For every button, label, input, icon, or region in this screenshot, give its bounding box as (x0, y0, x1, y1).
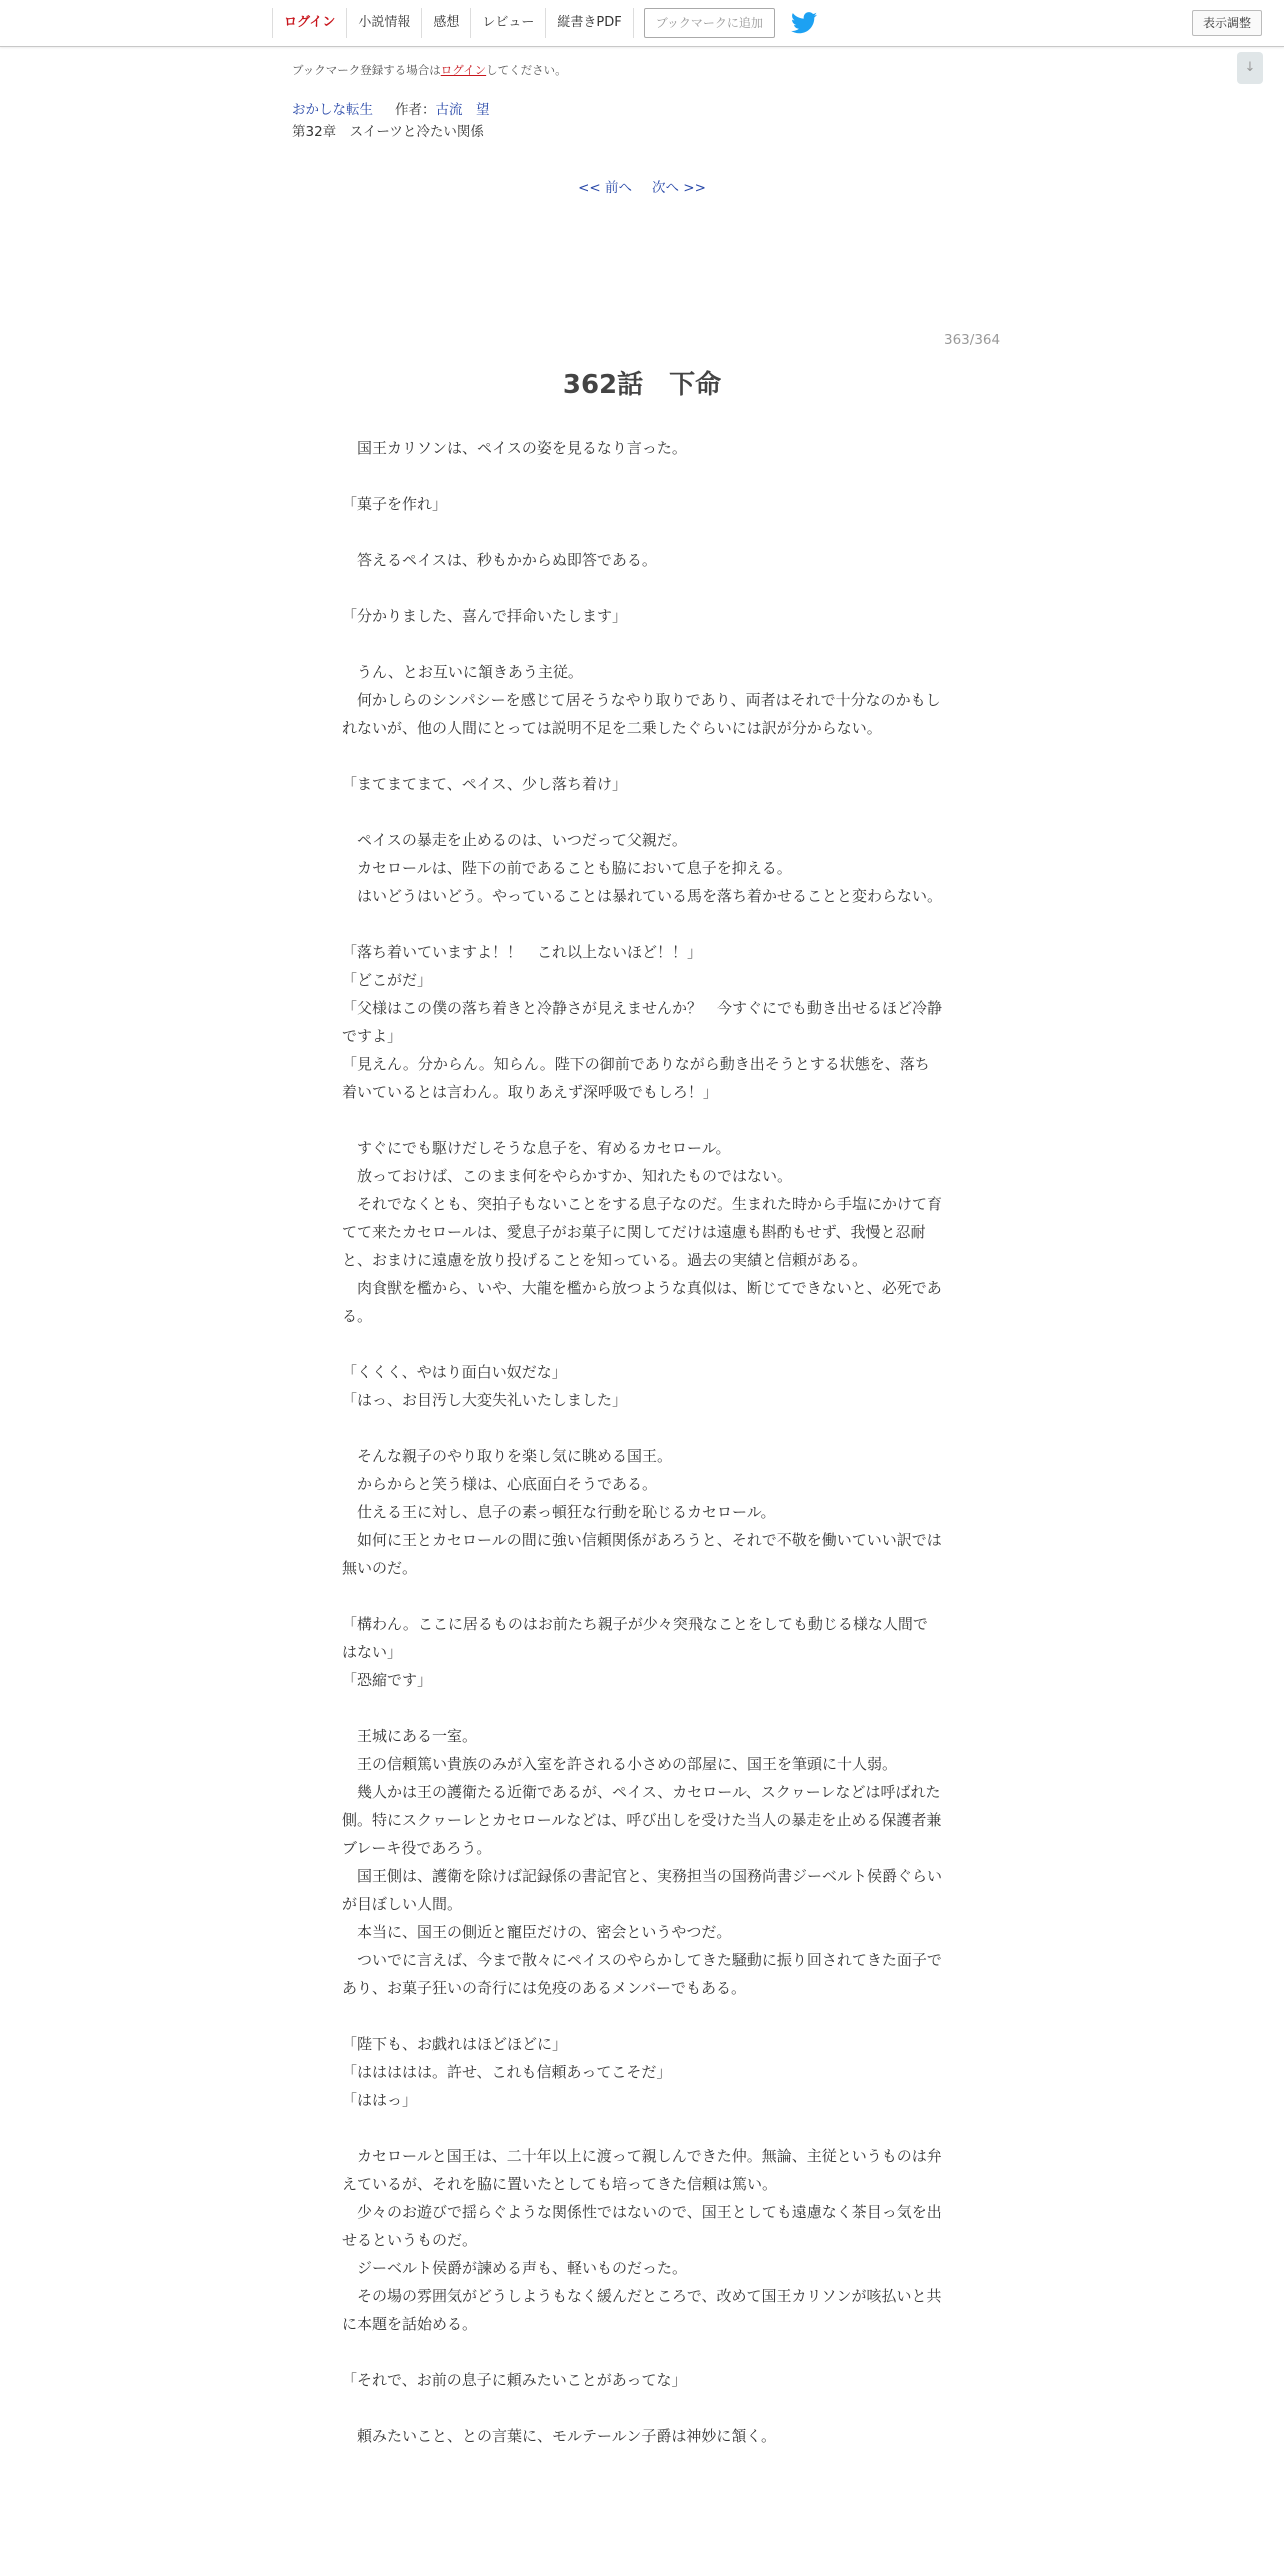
display-settings-button[interactable]: 表示調整 (1192, 10, 1262, 36)
body-paragraph: 「恐縮です」 (342, 1671, 433, 1689)
login-link[interactable]: ログイン (272, 8, 346, 38)
episode-pager (0, 176, 1284, 196)
body-paragraph: 「分かりました、喜んで拝命いたします」 (342, 607, 628, 625)
top-navigation-bar (0, 0, 1284, 47)
body-paragraph: 国王側は、護衛を除けば記録係の書記官と、実務担当の国務尚書ジーベルト侯爵ぐらいが目ぼしい人間。 (342, 1867, 943, 1913)
blank-line (342, 1414, 942, 1442)
body-paragraph: 国王カリソンは、ペイスの姿を見るなり言った。 (342, 439, 687, 457)
body-paragraph: 答えるペイスは、秒もかからぬ即答である。 (342, 551, 657, 569)
body-paragraph: 「それで、お前の息子に頼みたいことがあってな」 (342, 2371, 687, 2389)
novel-body-text (342, 434, 942, 2450)
body-paragraph: 「陛下も、お戯れはほどほどに」 (342, 2035, 568, 2053)
twitter-bird-icon[interactable] (791, 11, 817, 35)
blank-line (342, 798, 942, 826)
episode-title: 362話 下命 (562, 370, 722, 400)
novel-header (292, 98, 490, 118)
body-paragraph: 少々のお遊びで揺らぐような関係性ではないので、国王としても遠慮なく茶目っ気を出せるというものだ。 (342, 2203, 942, 2249)
arrow-down-icon: ↓ (1244, 60, 1256, 75)
author-label: 作者： (395, 102, 436, 118)
body-paragraph: 放っておけば、このまま何をやらかすか、知れたものではない。 (342, 1167, 793, 1185)
body-paragraph: 本当に、国王の側近と寵臣だけの、密会というやつだ。 (342, 1923, 732, 1941)
body-paragraph: すぐにでも駆けだしそうな息子を、宥めるカセロール。 (342, 1139, 731, 1157)
body-paragraph: 頼みたいこと、との言葉に、モルテールン子爵は神妙に頷く。 (342, 2427, 777, 2445)
body-paragraph: はいどうはいどう。やっていることは暴れている馬を落ち着かせることと変わらない。 (342, 887, 943, 905)
next-episode-link[interactable]: 次へ >> (652, 180, 706, 196)
body-paragraph: そんな親子のやり取りを楽し気に眺める国王。 (342, 1447, 673, 1465)
body-paragraph: 「くくく、やはり面白い奴だな」 (342, 1363, 567, 1381)
blank-line (342, 1106, 942, 1134)
body-paragraph: 「菓子を作れ」 (342, 495, 448, 513)
body-paragraph: 幾人かは王の護衛たる近衛であるが、ペイス、カセロール、スクヮーレなどは呼ばれた側。特にスクヮーレとカセロールなどは、呼び出しを受けた当人の暴走を止める保護者兼ブレーキ役であろう。 (342, 1783, 942, 1857)
body-paragraph: 「落ち着いていますよ！！ これ以上ないほど！！」 (342, 943, 703, 961)
body-paragraph: ジーベルト侯爵が諫める声も、軽いものだった。 (342, 2259, 688, 2277)
blank-line (342, 910, 942, 938)
novel-info-link[interactable]: 小説情報 (346, 8, 421, 38)
body-paragraph: カセロールは、陛下の前であることも脇において息子を抑える。 (342, 859, 792, 877)
chapter-title: 第32章 スイーツと冷たい関係 (292, 124, 484, 140)
blank-line (342, 574, 942, 602)
review-link[interactable]: レビュー (470, 8, 545, 38)
body-paragraph: 如何に王とカセロールの間に強い信頼関係があろうと、それで不敬を働いていい訳では無いのだ。 (342, 1531, 942, 1577)
body-paragraph: その場の雰囲気がどうしようもなく緩んだところで、改めて国王カリソンが咳払いと共に本題を話始める。 (342, 2287, 942, 2333)
body-paragraph: 「ははははは。許せ、これも信頼あってこそだ」 (342, 2063, 672, 2081)
notice-login-link[interactable]: ログイン (440, 63, 487, 77)
blank-line (342, 518, 942, 546)
episode-counter: 363/364 (944, 332, 1001, 348)
novel-title-link[interactable]: おかしな転生 (292, 102, 373, 118)
body-paragraph: 王の信頼篤い貴族のみが入室を許される小さめの部屋に、国王を筆頭に十人弱。 (342, 1755, 898, 1773)
notice-text-before: ブックマーク登録する場合は (292, 63, 441, 77)
body-paragraph: うん、とお互いに頷きあう主従。 (342, 663, 583, 681)
blank-line (342, 2338, 942, 2366)
body-paragraph: 「はっ、お目汚し大変失礼いたしました」 (342, 1391, 628, 1409)
blank-line (342, 2002, 942, 2030)
body-paragraph: ついでに言えば、今まで散々にペイスのやらかしてきた騒動に振り回されてきた面子であり、お菓子狂いの奇行には免疫のあるメンバーでもある。 (342, 1951, 942, 1997)
blank-line (342, 1582, 942, 1610)
blank-line (342, 1694, 942, 1722)
author-link[interactable]: 古流 望 (435, 102, 490, 118)
body-paragraph: 「ははっ」 (342, 2091, 418, 2109)
body-paragraph: それでなくとも、突拍子もないことをする息子なのだ。生まれた時から手塩にかけて育てて来たカセロールは、愛息子がお菓子に関してだけは遠慮も斟酌もせず、我慢と忍耐と、おまけに遠慮を放り投げることを知っている。過去の実績と信頼がある。 (342, 1195, 943, 1269)
blank-line (342, 630, 942, 658)
vertical-pdf-link[interactable]: 縦書きPDF (545, 8, 633, 38)
body-paragraph: からからと笑う様は、心底面白そうである。 (342, 1475, 658, 1493)
main-nav (272, 8, 817, 38)
scroll-down-button[interactable] (1237, 52, 1263, 84)
blank-line (342, 1330, 942, 1358)
blank-line (342, 2114, 942, 2142)
add-bookmark-button[interactable]: ブックマークに追加 (644, 8, 775, 38)
body-paragraph: 仕える王に対し、息子の素っ頓狂な行動を恥じるカセロール。 (342, 1503, 776, 1521)
body-paragraph: 肉食獣を檻から、いや、大龍を檻から放つような真似は、断じてできないと、必死である。 (342, 1279, 942, 1325)
body-paragraph: カセロールと国王は、二十年以上に渡って親しんできた仲。無論、主従というものは弁えているが、それを脇に置いたとしても培ってきた信頼は篤い。 (342, 2147, 942, 2193)
body-paragraph: 何かしらのシンパシーを感じて居そうなやり取りであり、両者はそれで十分なのかもしれないが、他の人間にとっては説明不足を二乗したぐらいには訳が分からない。 (342, 691, 941, 737)
body-paragraph: ペイスの暴走を止めるのは、いつだって父親だ。 (342, 831, 687, 849)
impression-link[interactable]: 感想 (421, 8, 470, 38)
blank-line (342, 462, 942, 490)
blank-line (342, 742, 942, 770)
body-paragraph: 「父様はこの僕の落ち着きと冷静さが見えませんか？ 今すぐにでも動き出せるほど冷静ですよ」 (342, 999, 943, 1045)
body-paragraph: 王城にある一室。 (342, 1727, 478, 1745)
bookmark-notice (292, 62, 567, 78)
prev-episode-link[interactable]: << 前へ (578, 180, 632, 196)
notice-text-after: してください。 (486, 63, 567, 77)
blank-line (342, 2394, 942, 2422)
body-paragraph: 「構わん。ここに居るものはお前たち親子が少々突飛なことをしても動じる様な人間ではない」 (342, 1615, 928, 1661)
body-paragraph: 「まてまてまて、ペイス、少し落ち着け」 (342, 775, 628, 793)
body-paragraph: 「見えん。分からん。知らん。陛下の御前でありながら動き出そうとする状態を、落ち着いているとは言わん。取りあえず深呼吸でもしろ！」 (342, 1055, 930, 1101)
body-paragraph: 「どこがだ」 (342, 971, 433, 989)
